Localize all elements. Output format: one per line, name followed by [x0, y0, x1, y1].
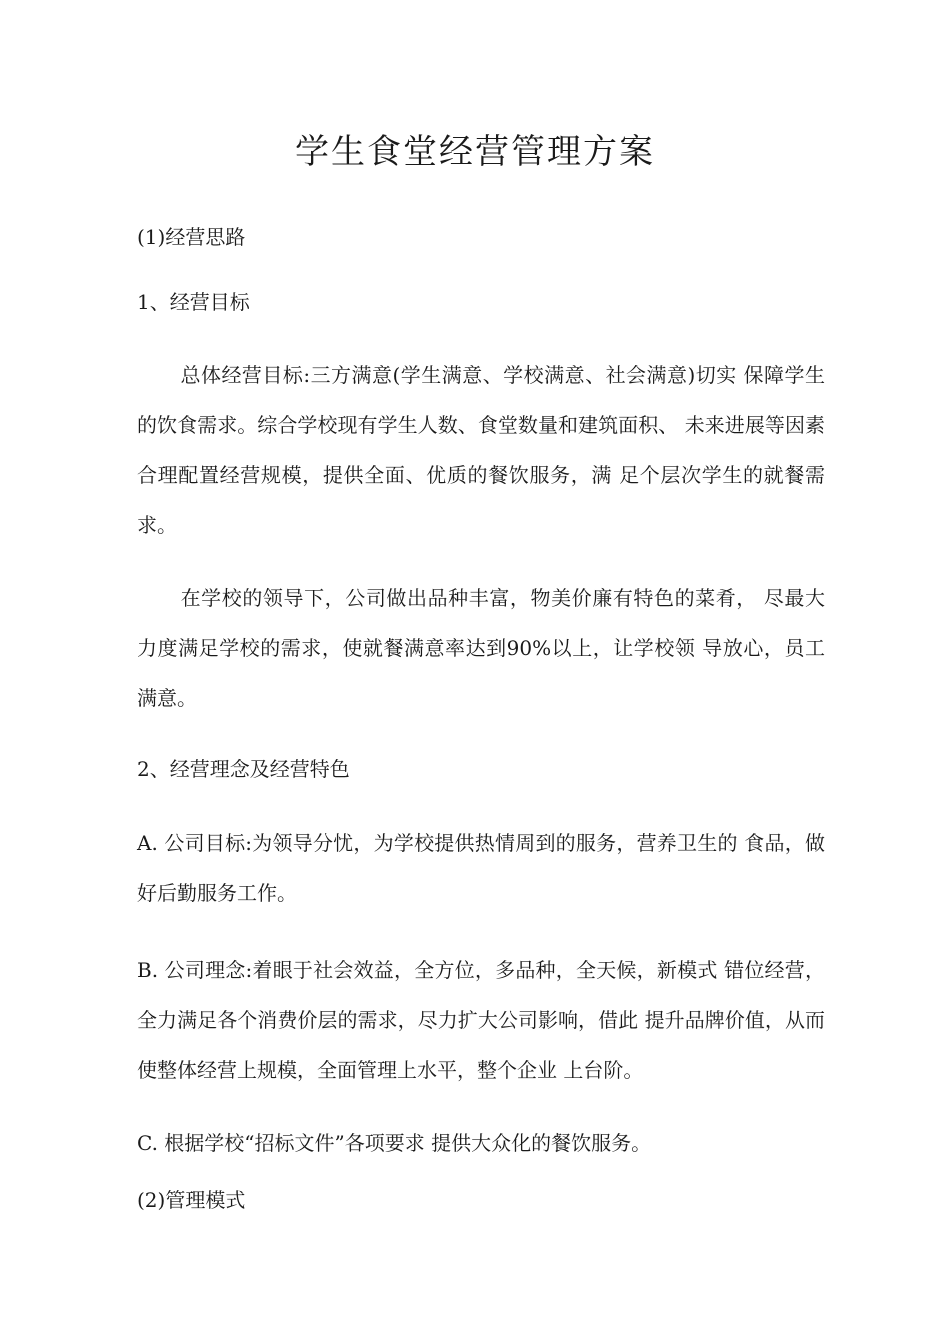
section-heading-business-thinking: (1)经营思路: [137, 225, 246, 249]
subsection-heading-business-philosophy: 2、经营理念及经营特色: [137, 757, 350, 781]
paragraph-leadership-text: 在学校的领导下，公司做出品种丰富，物美价廉有特色的菜肴， 尽最大力度满足学校的需求，使就餐满意率达到90%以上，让学校领 导放心，员工满意。: [137, 586, 825, 710]
paragraph-company-goal: A. 公司目标:为领导分忧，为学校提供热情周到的服务，营养卫生的 食品，做好后勤服务工作。: [137, 831, 825, 905]
paragraph-leadership: [137, 573, 825, 723]
paragraph-tender-requirements: C. 根据学校“招标文件”各项要求 提供大众化的餐饮服务。: [137, 1131, 652, 1155]
document-title: 学生食堂经营管理方案: [295, 132, 655, 172]
paragraph-overall-goal-text: 总体经营目标:三方满意(学生满意、学校满意、社会满意)切实 保障学生的饮食需求。综合学校现有学生人数、食堂数量和建筑面积、 未来进展等因素合理配置经营规模，提供全面、优质的餐饮服务，满 足个层次学生的就餐需求。: [137, 363, 825, 537]
section-heading-management-mode: (2)管理模式: [137, 1188, 246, 1212]
paragraph-overall-goal: [137, 350, 825, 550]
paragraph-company-philosophy: B. 公司理念:着眼于社会效益，全方位，多品种，全天候，新模式 错位经营，全力满足各个消费价层的需求，尽力扩大公司影响，借此 提升品牌价值，从而使整体经营上规模，全面管理上水平，整个企业 上台阶。: [137, 958, 825, 1082]
subsection-heading-business-goal: 1、经营目标: [137, 290, 250, 314]
